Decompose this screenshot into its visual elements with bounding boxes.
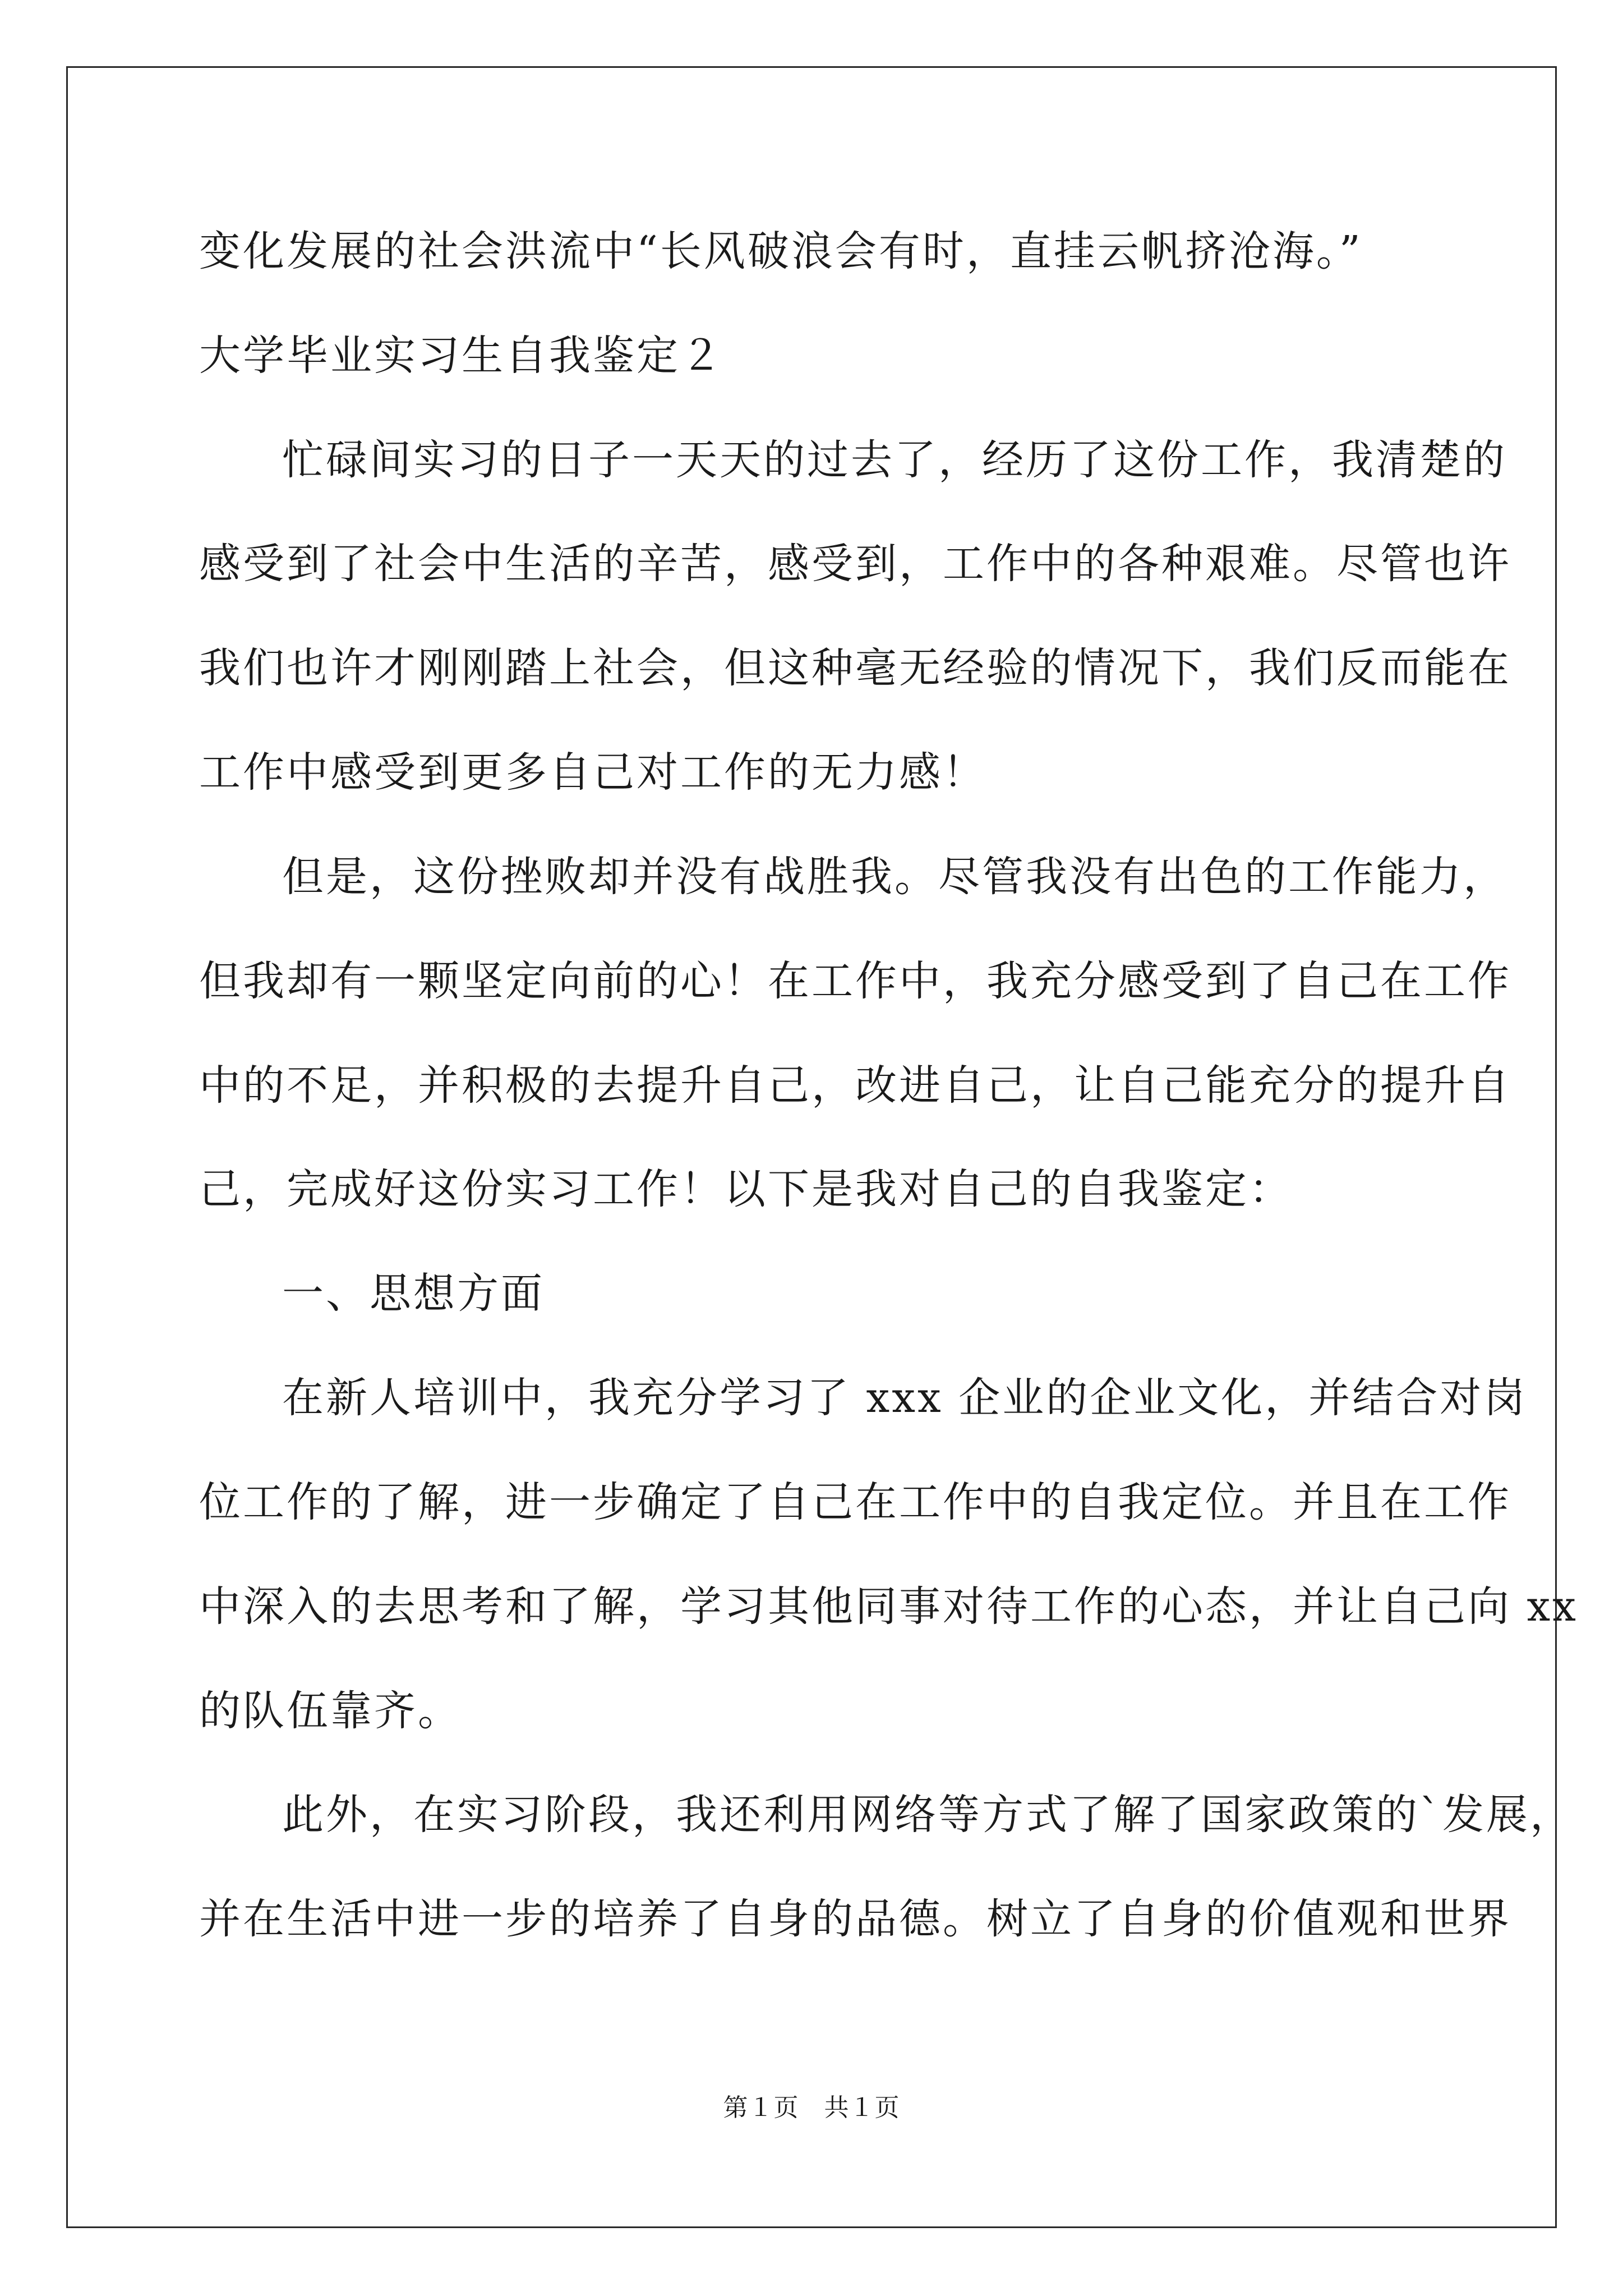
page-footer: 第１页 共１页 — [723, 2093, 900, 2122]
paragraph-line: 工作中感受到更多自己对工作的无力感！ — [199, 748, 986, 797]
paragraph-line: 中的不足，并积极的去提升自己，改进自己，让自己能充分的提升自 — [199, 1061, 1511, 1110]
paragraph-line: 但是，这份挫败却并没有战胜我。尽管我没有出色的工作能力， — [282, 853, 1507, 901]
paragraph-line: 中深入的去思考和了解，学习其他同事对待工作的心态，并让自己向 xx — [199, 1582, 1578, 1631]
paragraph-line: 位工作的了解，进一步确定了自己在工作中的自我定位。并且在工作 — [199, 1478, 1511, 1526]
paragraph-line: 忙碌间实习的日子一天天的过去了，经历了这份工作，我清楚的 — [282, 436, 1507, 484]
paragraph-line: 己，完成好这份实习工作！以下是我对自己的自我鉴定： — [199, 1165, 1293, 1213]
paragraph-line: 此外，在实习阶段，我还利用网络等方式了解了国家政策的`发展， — [282, 1791, 1574, 1839]
paragraph-line: 但我却有一颗坚定向前的心！在工作中，我充分感受到了自己在工作 — [199, 957, 1511, 1005]
paragraph-line: 在新人培训中，我充分学习了 xxx 企业的企业文化，并结合对岗 — [282, 1374, 1528, 1422]
subsection-heading: 一、思想方面 — [282, 1269, 545, 1318]
paragraph-line: 我们也许才刚刚踏上社会，但这种毫无经验的情况下，我们反而能在 — [199, 644, 1511, 692]
paragraph-line: 的队伍靠齐。 — [199, 1687, 462, 1735]
paragraph-line: 感受到了社会中生活的辛苦，感受到，工作中的各种艰难。尽管也许 — [199, 540, 1511, 588]
paragraph-line: 变化发展的社会洪流中“长风破浪会有时，直挂云帆挤沧海。” — [199, 227, 1363, 275]
paragraph-line: 并在生活中进一步的培养了自身的品德。树立了自身的价值观和世界 — [199, 1895, 1511, 1943]
section-heading: 大学毕业实习生自我鉴定２ — [199, 332, 724, 380]
